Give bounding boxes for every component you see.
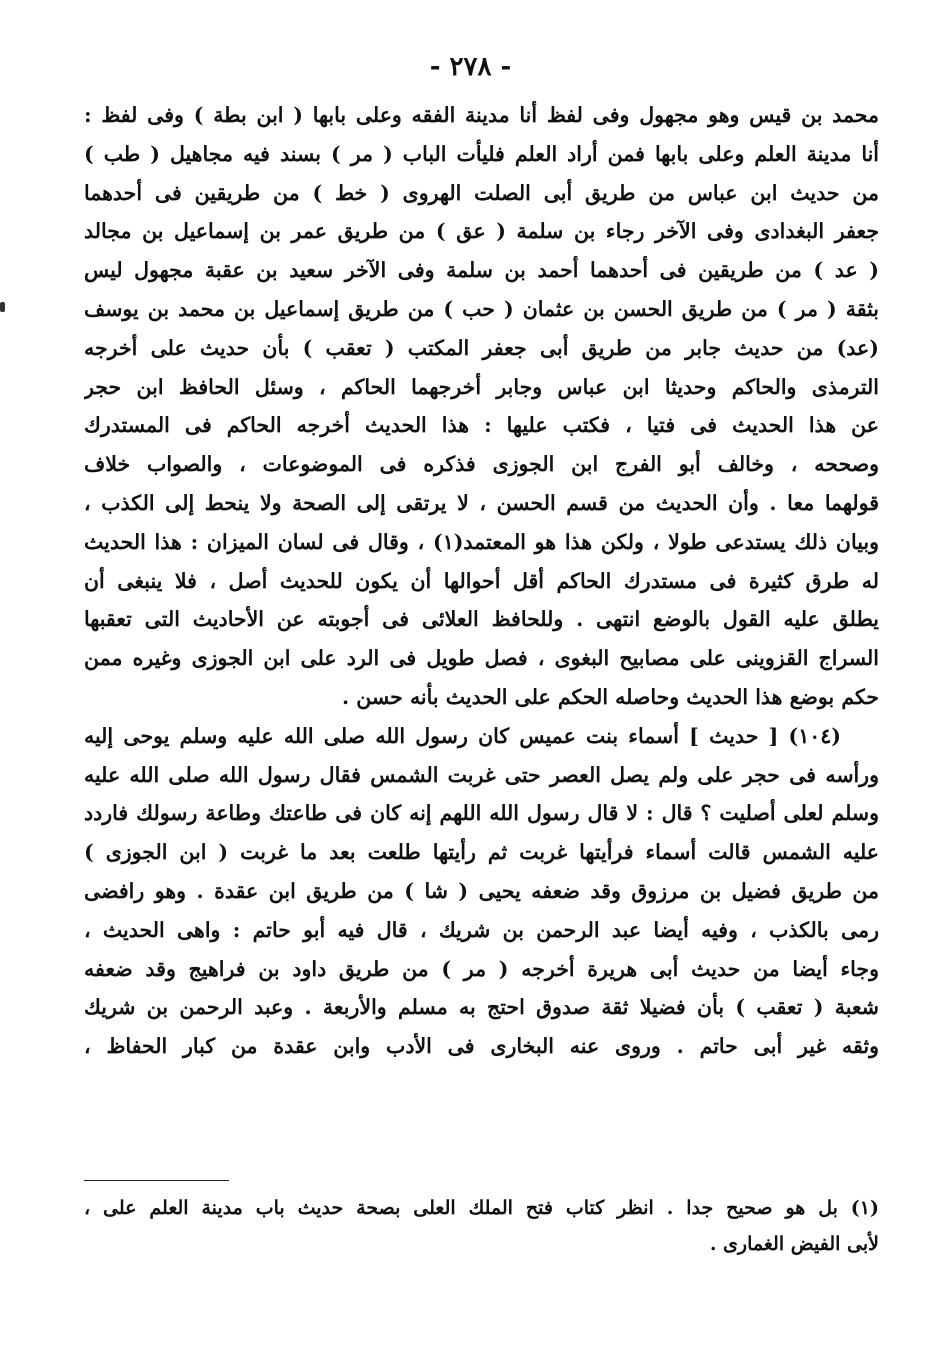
text-line: يطلق عليه القول بالوضع انتهى . وللحافظ العلائى فى أجوبته عن الأحاديث التى تعقبها xyxy=(84,607,879,632)
text-line: وثقه غير أبى حاتم . وروى عنه البخارى فى الأدب وابن عقدة من كبار الحفاظ ، xyxy=(84,1034,879,1059)
text-line: عن هذا الحديث فى فتيا ، فكتب عليها : هذا الحديث أخرجه الحاكم فى المستدرك xyxy=(84,413,879,438)
text-line: وصححه ، وخالف أبو الفرج ابن الجوزى فذكره فى الموضوعات ، والصواب خلاف xyxy=(84,452,879,477)
text-line: الترمذى والحاكم وحديثا ابن عباس وجابر أخرجهما الحاكم ، وسئل الحافظ ابن حجر xyxy=(84,374,879,399)
text-line: شعبة ( تعقب ) بأن فضيلا ثقة صدوق احتج به مسلم والأربعة . وعبد الرحمن بن شريك xyxy=(84,995,879,1020)
footnote-line: لأبى الفيض الغمارى . xyxy=(709,1233,879,1255)
text-line: من حديث ابن عباس من طريق أبى الصلت الهروى ( خط ) من طريقين فى أحدهما xyxy=(84,180,879,205)
text-line: جعفر البغدادى وفى الآخر رجاء بن سلمة ( عق ) من طريق عمر بن إسماعيل بن مجالد xyxy=(84,219,879,244)
text-line: وسلم لعلى أصليت ؟ قال : لا قال رسول الله اللهم إنه كان فى طاعتك وطاعة رسولك فاردد xyxy=(84,801,879,826)
text-line: (عد) من حديث جابر من طريق أبى جعفر المكتب ( تعقب ) بأن حديث على أخرجه xyxy=(84,335,879,360)
text-line: عليه الشمس قالت أسماء فرأيتها غربت ثم رأيتها طلعت بعد ما غربت ( ابن الجوزى ) xyxy=(84,840,879,865)
text-line: من طريق فضيل بن مرزوق وقد ضعفه يحيى ( شا ) من طريق ابن عقدة . وهو رافضى xyxy=(84,878,879,903)
text-line: أنا مدينة العلم وعلى بابها فمن أراد العلم فليأت الباب ( مر ) بسند فيه مجاهيل ( طب ) xyxy=(84,141,879,166)
footnotes xyxy=(84,1190,879,1262)
page-number: - ٢٧٨ - xyxy=(429,52,512,82)
text-line: وجاء أيضا من حديث أبى هريرة أخرجه ( مر ) من طريق داود بن فراهيج وقد ضعفه xyxy=(84,956,879,981)
text-line: له طرق كثيرة فى مستدرك الحاكم أقل أحوالها أن يكون للحديث أصل ، فلا ينبغى أن xyxy=(84,568,879,593)
footnote-line: (١) بل هو صحيح جدا . انظر كتاب فتح الملك العلى بصحة حديث باب مدينة العلم على ، xyxy=(84,1197,879,1219)
scan-edge-mark xyxy=(0,302,5,312)
text-line: وبيان ذلك يستدعى طولا ، ولكن هذا هو المعتمد(١) ، وقال فى لسان الميزان : هذا الحديث xyxy=(84,529,879,554)
text-line: ( عد ) من طريقين فى أحدهما أحمد بن سلمة وفى الآخر سعيد بن عقبة مجهول ليس xyxy=(84,258,879,283)
text-line: ورأسه فى حجر على ولم يصل العصر حتى غربت الشمس فقال رسول الله صلى الله عليه xyxy=(84,762,879,787)
main-text xyxy=(84,96,879,1066)
hadith-entry-start: (١٠٤) [ حديث ] أسماء بنت عميس كان رسول الله صلى الله عليه وسلم يوحى إليه xyxy=(84,723,841,748)
text-line: بثقة ( مر ) من طريق الحسن بن عثمان ( حب ) من طريق إسماعيل بن محمد بن يوسف xyxy=(84,296,879,321)
text-line: محمد بن قيس وهو مجهول وفى لفظ أنا مدينة الفقه وعلى بابها ( ابن بطة ) وفى لفظ : xyxy=(84,103,879,127)
text-line: حكم بوضع هذا الحديث وحاصله الحكم على الحديث بأنه حسن . xyxy=(341,684,879,709)
footnote-divider xyxy=(84,1180,229,1181)
text-line: السراج القزوينى على مصابيح البغوى ، فصل طويل فى الرد على ابن الجوزى وغيره ممن xyxy=(84,646,879,671)
text-line: رمى بالكذب ، وفيه أيضا عبد الرحمن بن شريك ، قال فيه أبو حاتم : واهى الحديث ، xyxy=(84,917,879,942)
text-line: قولهما معا . وأن الحديث من قسم الحسن ، لا يرتقى إلى الصحة ولا ينحط إلى الكذب ، xyxy=(84,490,879,515)
